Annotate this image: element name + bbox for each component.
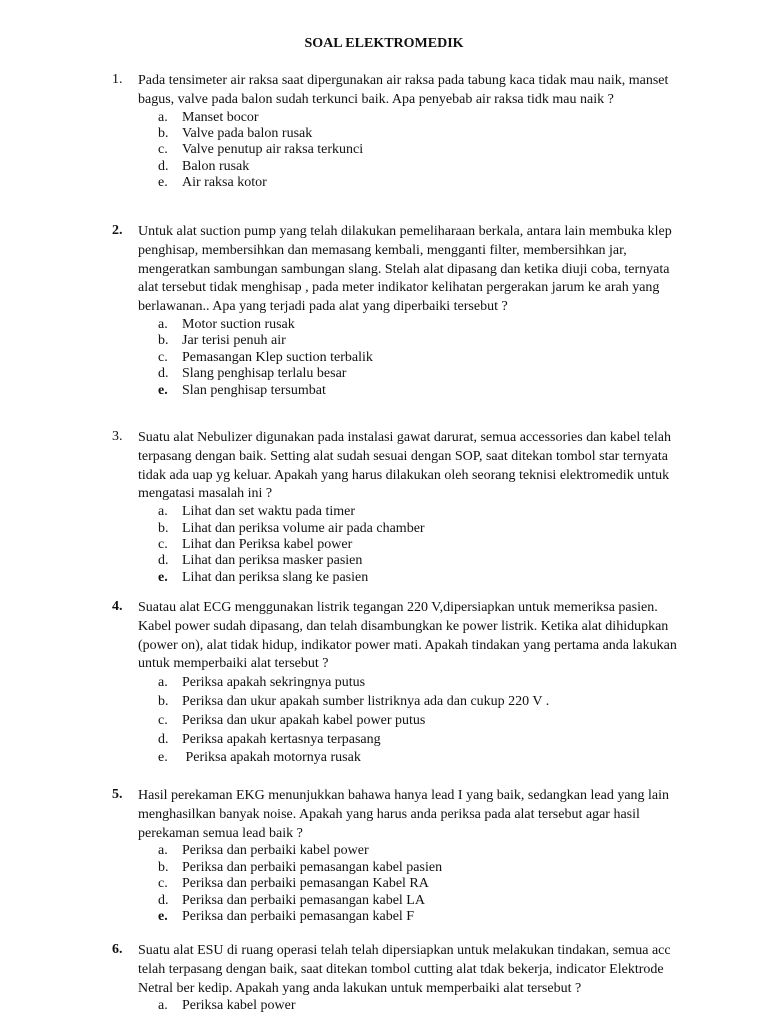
option-text: Lihat dan periksa volume air pada chamber bbox=[182, 520, 425, 536]
question-1 bbox=[112, 72, 682, 192]
option-text: Periksa dan perbaiki pemasangan kabel F bbox=[182, 908, 415, 924]
option-item bbox=[138, 333, 682, 349]
option-letter: b. bbox=[158, 859, 169, 875]
option-letter: a. bbox=[158, 843, 168, 859]
option-list bbox=[138, 504, 682, 586]
option-text: Jar terisi penuh air bbox=[182, 333, 286, 349]
option-item bbox=[138, 537, 682, 553]
option-item bbox=[138, 366, 682, 382]
option-letter: b. bbox=[158, 520, 169, 536]
option-item bbox=[138, 383, 682, 399]
option-text: Slan penghisap tersumbat bbox=[182, 382, 326, 398]
option-letter: a. bbox=[158, 998, 168, 1014]
question-text: Hasil perekaman EKG menunjukkan bahawa hanya lead I yang baik, sedangkan lead yang lain menghasilkan banyak noise. Apakah yang harus anda periksa pada alat tersebut agar hasil perekaman semua lead baik ? bbox=[138, 788, 670, 841]
document-title: SOAL ELEKTROMEDIK bbox=[304, 36, 464, 51]
option-item bbox=[138, 909, 682, 925]
question-number: 2. bbox=[112, 223, 123, 238]
option-item bbox=[138, 749, 682, 768]
option-list bbox=[138, 843, 682, 925]
option-letter: d. bbox=[158, 553, 169, 569]
question-4 bbox=[112, 599, 682, 768]
option-letter: e. bbox=[158, 382, 168, 398]
option-letter: d. bbox=[158, 731, 169, 747]
question-number: 5. bbox=[112, 787, 123, 802]
option-item bbox=[138, 843, 682, 859]
option-list bbox=[138, 317, 682, 399]
option-letter: c. bbox=[158, 712, 168, 728]
option-item bbox=[138, 553, 682, 569]
option-text: Air raksa kotor bbox=[182, 175, 267, 191]
option-text: Lihat dan Periksa kabel power bbox=[182, 536, 353, 552]
option-item bbox=[138, 876, 682, 892]
option-letter: a. bbox=[158, 504, 168, 520]
option-letter: c. bbox=[158, 876, 168, 892]
option-item bbox=[138, 712, 682, 731]
option-item bbox=[138, 521, 682, 537]
option-item bbox=[138, 998, 682, 1014]
question-text: Suatau alat ECG menggunakan listrik tegangan 220 V,dipersiapkan untuk memeriksa pasien. Kabel power sudah dipasang, dan telah disambungkan ke power listrik. Ketika alat dihidupkan (power on), alat tidak hidup, indikator power mati. Apakah tindakan yang pertama anda lakukan untuk memperbaiki alat tersebut ? bbox=[138, 600, 677, 672]
option-text: Periksa apakah sekringnya putus bbox=[182, 675, 366, 691]
question-text: Pada tensimeter air raksa saat dipergunakan air raksa pada tabung kaca tidak mau naik, manset bagus, valve pada balon sudah terkunci baik. Apa penyebab air raksa tidk mau naik ? bbox=[138, 73, 669, 107]
question-number: 3. bbox=[112, 429, 123, 444]
option-item bbox=[138, 126, 682, 142]
option-letter: b. bbox=[158, 693, 169, 709]
option-text: Periksa dan perbaiki pemasangan kabel pasien bbox=[182, 859, 443, 875]
option-text: Periksa dan perbaiki kabel power bbox=[182, 843, 369, 859]
option-item bbox=[138, 317, 682, 333]
option-item bbox=[138, 159, 682, 175]
option-item bbox=[138, 693, 682, 712]
option-letter: a. bbox=[158, 109, 168, 125]
option-letter: e. bbox=[158, 569, 168, 585]
question-text: Untuk alat suction pump yang telah dilakukan pemeliharaan berkala, antara lain membuka klep penghisap, membersihkan dan memasang kembali, mengganti filter, membersihkan jar, mengeratkan sambungan sambungan slang. Stelah alat dipasang dan ketika diuji coba, ternyata alat tersebut tidak menghisap , pada meter indikator kelihatan pergerakan jarum ke arah yang berlawanan.. Apa yang terjadi pada alat yang diperbaiki tersebut ? bbox=[138, 224, 672, 315]
option-text: Lihat dan periksa masker pasien bbox=[182, 553, 363, 569]
option-text: Periksa apakah kertasnya terpasang bbox=[182, 731, 381, 747]
option-text: Periksa apakah motornya rusak bbox=[182, 750, 361, 766]
option-letter: d. bbox=[158, 366, 169, 382]
option-letter: c. bbox=[158, 349, 168, 365]
question-number: 6. bbox=[112, 942, 123, 957]
option-text: Motor suction rusak bbox=[182, 316, 295, 332]
option-letter: d. bbox=[158, 892, 169, 908]
option-letter: c. bbox=[158, 142, 168, 158]
option-list bbox=[138, 998, 682, 1014]
option-letter: a. bbox=[158, 675, 168, 691]
option-letter: e. bbox=[158, 750, 168, 766]
option-item bbox=[138, 674, 682, 693]
question-2 bbox=[112, 223, 682, 399]
option-text: Valve penutup air raksa terkunci bbox=[182, 142, 364, 158]
option-item bbox=[138, 175, 682, 191]
option-text: Lihat dan set waktu pada timer bbox=[182, 504, 355, 520]
option-letter: a. bbox=[158, 316, 168, 332]
option-text: Periksa dan perbaiki pemasangan Kabel RA bbox=[182, 876, 429, 892]
option-text: Valve pada balon rusak bbox=[182, 125, 313, 141]
question-number: 4. bbox=[112, 599, 123, 614]
option-item bbox=[138, 504, 682, 520]
option-item bbox=[138, 893, 682, 909]
question-text: Suatu alat ESU di ruang operasi telah telah dipersiapkan untuk melakukan tindakan, semua acc telah terpasang dengan baik, saat ditekan tombol cutting alat tdak bekerja, indicator Elektrode Netral ber kedip. Apakah yang anda lakukan untuk memperbaiki alat tersebut ? bbox=[138, 943, 671, 996]
option-list bbox=[138, 674, 682, 768]
option-text: Pemasangan Klep suction terbalik bbox=[182, 349, 373, 365]
question-number: 1. bbox=[112, 72, 123, 87]
option-text: Periksa dan ukur apakah sumber listriknya ada dan cukup 220 V . bbox=[182, 693, 550, 709]
option-item bbox=[138, 110, 682, 126]
option-letter: b. bbox=[158, 125, 169, 141]
question-text: Suatu alat Nebulizer digunakan pada instalasi gawat darurat, semua accessories dan kabel telah terpasang dengan baik. Setting alat sudah sesuai dengan SOP, saat ditekan tombol star ternyata tidak ada uap yg keluar. Apakah yang harus dilakukan oleh seorang teknisi elektromedik untuk mengatasi masalah ini ? bbox=[138, 430, 671, 502]
option-letter: e. bbox=[158, 175, 168, 191]
option-text: Manset bocor bbox=[182, 109, 259, 125]
option-text: Periksa kabel power bbox=[182, 998, 296, 1014]
question-5 bbox=[112, 787, 682, 925]
option-text: Slang penghisap terlalu besar bbox=[182, 366, 347, 382]
option-letter: e. bbox=[158, 908, 168, 924]
option-letter: c. bbox=[158, 536, 168, 552]
option-item bbox=[138, 570, 682, 586]
option-item bbox=[138, 142, 682, 158]
option-list bbox=[138, 110, 682, 192]
option-item bbox=[138, 731, 682, 750]
option-item bbox=[138, 350, 682, 366]
option-text: Periksa dan perbaiki pemasangan kabel LA bbox=[182, 892, 425, 908]
option-text: Periksa dan ukur apakah kabel power putus bbox=[182, 712, 426, 728]
option-item bbox=[138, 860, 682, 876]
option-text: Lihat dan periksa slang ke pasien bbox=[182, 569, 369, 585]
question-6 bbox=[112, 942, 682, 1015]
question-3 bbox=[112, 429, 682, 586]
option-letter: d. bbox=[158, 158, 169, 174]
option-letter: b. bbox=[158, 333, 169, 349]
option-text: Balon rusak bbox=[182, 158, 250, 174]
